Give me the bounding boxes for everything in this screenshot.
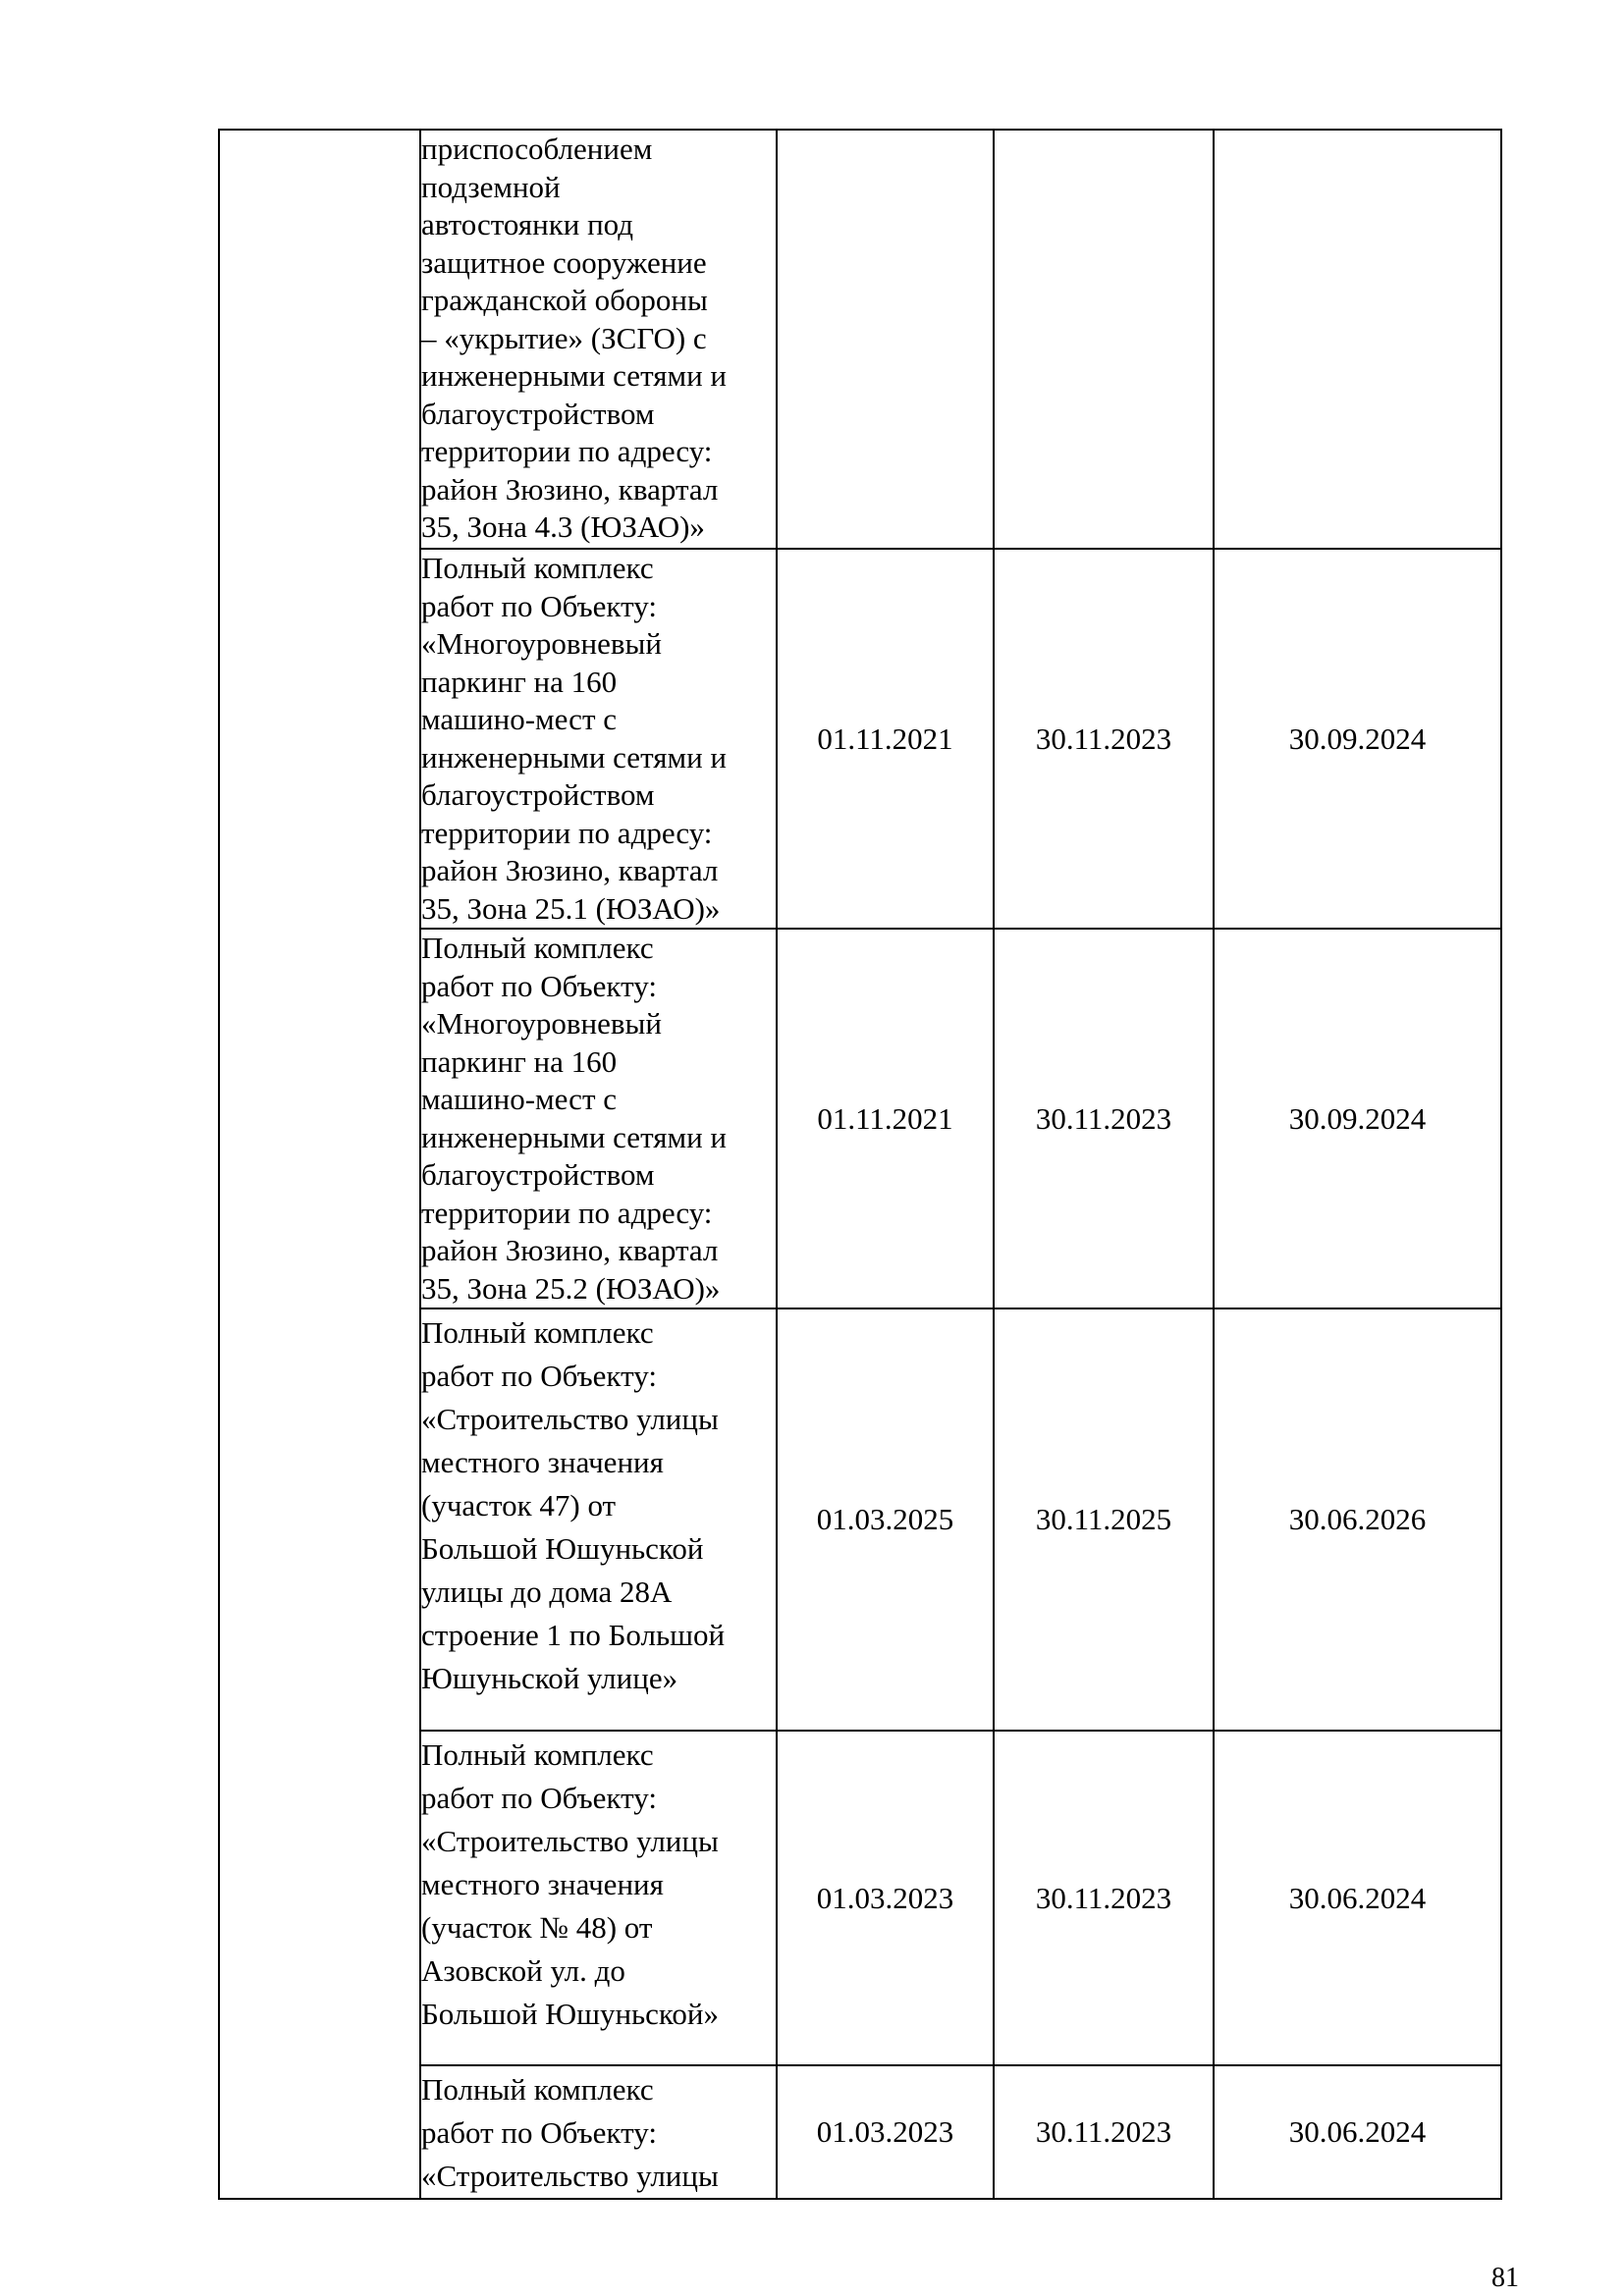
end-date: 30.11.2025 bbox=[994, 1308, 1214, 1731]
deadline-date: 30.09.2024 bbox=[1214, 549, 1501, 929]
object-description: приспособлением подземной автостоянки под защитное сооружение гражданской обороны – «укрытие» (ЗСГО) с инженерными сетями и благоустройством территории по адресу: район Зюзино, квартал 35, Зона 4.3 (ЮЗАО)» bbox=[420, 130, 777, 549]
end-date: 30.11.2023 bbox=[994, 929, 1214, 1308]
deadline-date: 30.06.2024 bbox=[1214, 1731, 1501, 2065]
page-number: 81 bbox=[1491, 2263, 1519, 2293]
end-date: 30.11.2023 bbox=[994, 1731, 1214, 2065]
table-row bbox=[219, 130, 1501, 549]
deadline-date: 30.06.2024 bbox=[1214, 2065, 1501, 2199]
deadline-date bbox=[1214, 130, 1501, 549]
schedule-table bbox=[218, 129, 1502, 2200]
object-description: Полный комплекс работ по Объекту: «Многоуровневый паркинг на 160 машино-мест с инженерными сетями и благоустройством территории по адресу: район Зюзино, квартал 35, Зона 25.1 (ЮЗАО)» bbox=[420, 549, 777, 929]
object-description: Полный комплекс работ по Объекту: «Строительство улицы местного значения (участок № 48) от Азовской ул. до Большой Юшуньской» bbox=[420, 1731, 777, 2065]
start-date: 01.03.2025 bbox=[777, 1308, 994, 1731]
end-date bbox=[994, 130, 1214, 549]
start-date: 01.03.2023 bbox=[777, 2065, 994, 2199]
start-date: 01.11.2021 bbox=[777, 549, 994, 929]
deadline-date: 30.09.2024 bbox=[1214, 929, 1501, 1308]
start-date: 01.03.2023 bbox=[777, 1731, 994, 2065]
deadline-date: 30.06.2026 bbox=[1214, 1308, 1501, 1731]
object-description: Полный комплекс работ по Объекту: «Строительство улицы местного значения (участок 47) от Большой Юшуньской улицы до дома 28А строение 1 по Большой Юшуньской улице» bbox=[420, 1308, 777, 1731]
object-description: Полный комплекс работ по Объекту: «Строительство улицы bbox=[420, 2065, 777, 2199]
start-date: 01.11.2021 bbox=[777, 929, 994, 1308]
merged-number-cell bbox=[219, 130, 420, 2199]
end-date: 30.11.2023 bbox=[994, 549, 1214, 929]
object-description: Полный комплекс работ по Объекту: «Многоуровневый паркинг на 160 машино-мест с инженерными сетями и благоустройством территории по адресу: район Зюзино, квартал 35, Зона 25.2 (ЮЗАО)» bbox=[420, 929, 777, 1308]
end-date: 30.11.2023 bbox=[994, 2065, 1214, 2199]
start-date bbox=[777, 130, 994, 549]
